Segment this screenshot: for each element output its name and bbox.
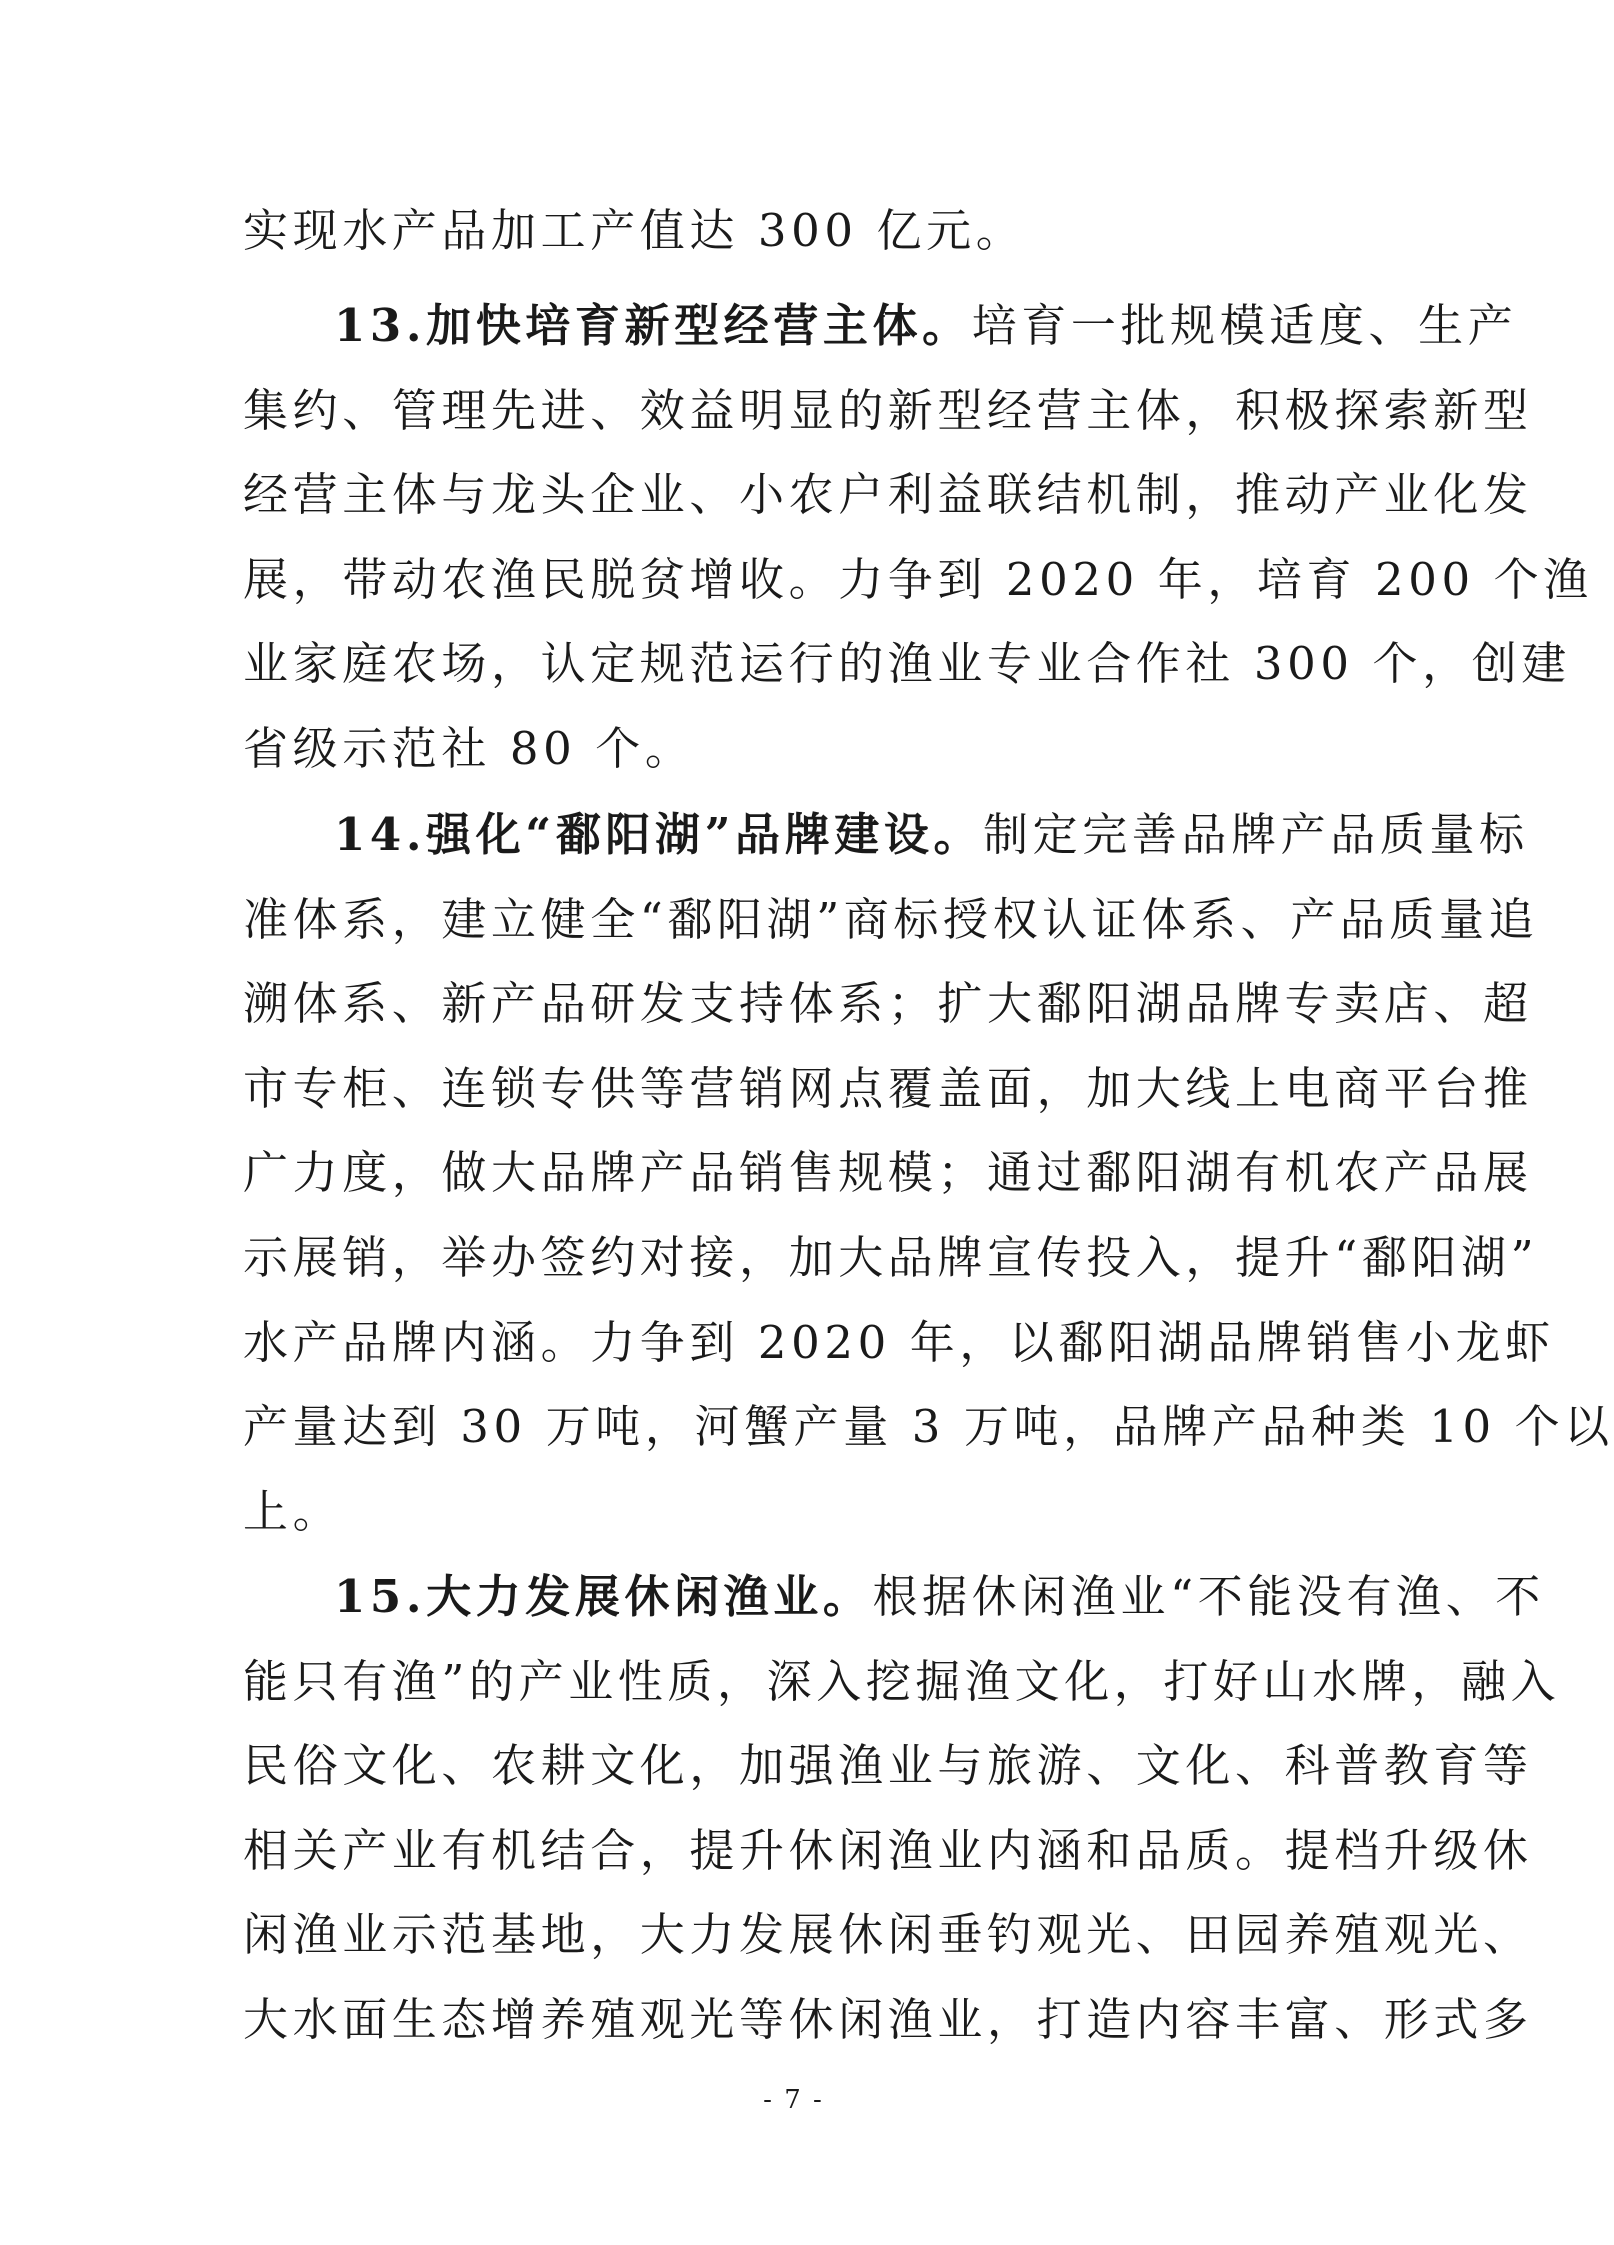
- text-line: [243, 1726, 1533, 1806]
- line-text: 大水面生态增养殖观光等休闲渔业，打造内容丰富、形式多: [243, 1993, 1533, 2046]
- line-text: 业家庭农场，认定规范运行的渔业专业合作社 300 个，创建: [243, 637, 1571, 690]
- paragraph-14-first-line: [334, 795, 1529, 875]
- text-line: [243, 1980, 1533, 2060]
- line-text: 广力度，做大品牌产品销售规模；通过鄱阳湖有机农产品展: [243, 1146, 1533, 1199]
- text-line: [243, 1472, 1353, 1552]
- text-line: [243, 1895, 1533, 1975]
- section-heading-15: 15.大力发展休闲渔业。: [334, 1570, 873, 1623]
- paragraph-13-first-line: [334, 286, 1518, 366]
- section-heading-14: 14.强化“鄱阳湖”品牌建设。: [334, 808, 984, 861]
- line-text: 展，带动农渔民脱贫增收。力争到 2020 年，培育 200 个渔: [243, 553, 1593, 606]
- line-text: 示展销，举办签约对接，加大品牌宣传投入，提升“鄱阳湖”: [243, 1231, 1539, 1284]
- text-line: [243, 1642, 1561, 1722]
- line-text: 能只有渔”的产业性质，深入挖掘渔文化，打好山水牌，融入: [243, 1655, 1561, 1708]
- text-line: [243, 1218, 1539, 1298]
- text-line: [243, 1387, 1614, 1467]
- line-text: 准体系，建立健全“鄱阳湖”商标授权认证体系、产品质量追: [243, 893, 1539, 946]
- text-line: [243, 1811, 1533, 1891]
- section-heading-13: 13.加快培育新型经营主体。: [334, 299, 972, 352]
- line-text: 集约、管理先进、效益明显的新型经营主体，积极探索新型: [243, 384, 1533, 437]
- line-text: 闲渔业示范基地，大力发展休闲垂钓观光、田园养殖观光、: [243, 1908, 1533, 1961]
- text-line: [243, 371, 1533, 451]
- line-text: 相关产业有机结合，提升休闲渔业内涵和品质。提档升级休: [243, 1824, 1533, 1877]
- line-text: 水产品牌内涵。力争到 2020 年，以鄱阳湖品牌销售小龙虾: [243, 1316, 1555, 1369]
- text-line: [243, 191, 1353, 271]
- text-line: [243, 880, 1539, 960]
- text-line: [243, 1049, 1533, 1129]
- line-text: 民俗文化、农耕文化，加强渔业与旅游、文化、科普教育等: [243, 1739, 1533, 1792]
- text-line: [243, 1133, 1533, 1213]
- paragraph-15-first-line: [334, 1557, 1545, 1637]
- text-line: [243, 455, 1533, 535]
- line-text: 上。: [243, 1485, 343, 1538]
- text-line: [243, 1303, 1555, 1383]
- line-text: 省级示范社 80 个。: [243, 722, 695, 775]
- line-text: 培育一批规模适度、生产: [971, 299, 1518, 352]
- line-text: 制定完善品牌产品质量标: [983, 808, 1529, 861]
- line-text: 产量达到 30 万吨，河蟹产量 3 万吨，品牌产品种类 10 个以: [243, 1400, 1614, 1453]
- page-number: - 7 -: [763, 2085, 824, 2115]
- text-line: [243, 964, 1533, 1044]
- line-text: 根据休闲渔业“不能没有渔、不: [872, 1570, 1545, 1623]
- text-line: [243, 540, 1593, 620]
- text-line: [243, 709, 1353, 789]
- line-text: 溯体系、新产品研发支持体系；扩大鄱阳湖品牌专卖店、超: [243, 977, 1533, 1030]
- line-text: 实现水产品加工产值达 300 亿元。: [243, 204, 1026, 257]
- line-text: 经营主体与龙头企业、小农户利益联结机制，推动产业化发: [243, 468, 1533, 521]
- text-line: [243, 624, 1571, 704]
- line-text: 市专柜、连锁专供等营销网点覆盖面，加大线上电商平台推: [243, 1062, 1533, 1115]
